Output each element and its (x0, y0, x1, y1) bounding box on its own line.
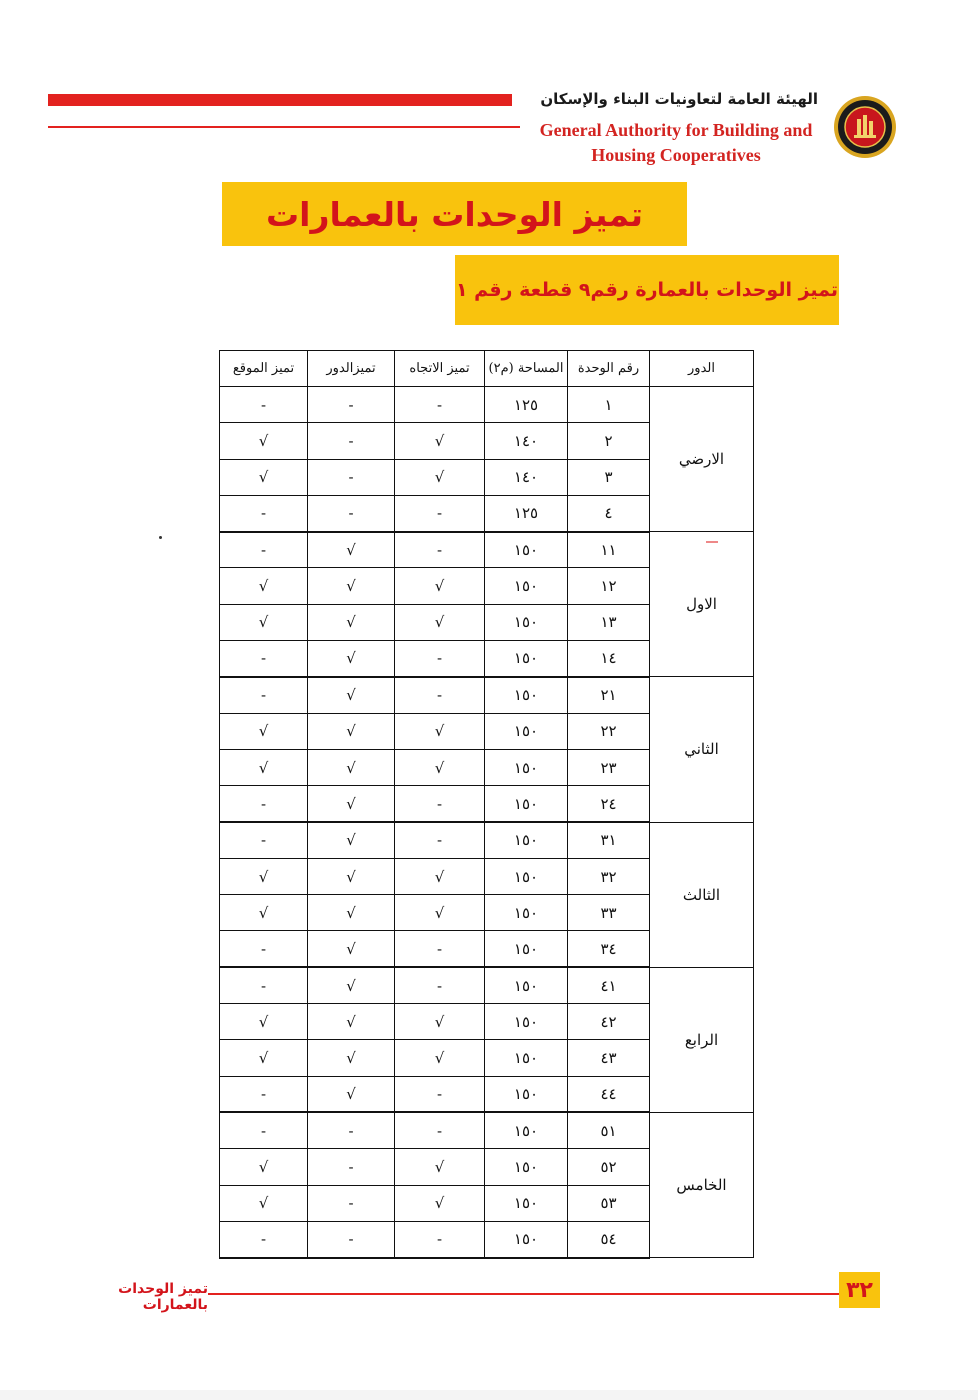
direction-cell: - (395, 1076, 485, 1112)
location-cell: - (220, 677, 308, 713)
unit-cell: ١١ (568, 532, 650, 568)
area-cell: ١٢٥ (485, 387, 568, 423)
level-cell: - (308, 387, 395, 423)
unit-cell: ٣٣ (568, 895, 650, 931)
unit-cell: ٤٣ (568, 1040, 650, 1076)
direction-cell: √ (395, 423, 485, 459)
direction-cell: - (395, 1221, 485, 1257)
table-row (220, 1112, 754, 1148)
direction-cell: - (395, 677, 485, 713)
direction-cell: - (395, 967, 485, 1003)
area-cell: ١٥٠ (485, 967, 568, 1003)
area-cell: ١٥٠ (485, 749, 568, 785)
area-cell: ١٥٠ (485, 1112, 568, 1148)
area-cell: ١٥٠ (485, 677, 568, 713)
level-cell: √ (308, 931, 395, 967)
col-header-location: تميز الموقع (220, 351, 308, 387)
unit-cell: ٥٢ (568, 1149, 650, 1185)
location-cell: √ (220, 1185, 308, 1221)
level-cell: √ (308, 895, 395, 931)
org-name-english (520, 118, 832, 168)
area-cell: ١٥٠ (485, 532, 568, 568)
direction-cell: √ (395, 895, 485, 931)
direction-cell: √ (395, 568, 485, 604)
area-cell: ١٥٠ (485, 1040, 568, 1076)
unit-cell: ٤٢ (568, 1004, 650, 1040)
level-cell: √ (308, 604, 395, 640)
direction-cell: - (395, 532, 485, 568)
unit-cell: ١٢ (568, 568, 650, 604)
unit-cell: ٢٢ (568, 713, 650, 749)
area-cell: ١٥٠ (485, 858, 568, 894)
location-cell: - (220, 931, 308, 967)
col-header-floor: الدور (650, 351, 754, 387)
area-cell: ١٥٠ (485, 895, 568, 931)
direction-cell: - (395, 641, 485, 677)
unit-cell: ٢٤ (568, 786, 650, 822)
level-cell: √ (308, 822, 395, 858)
header-red-bar (48, 94, 512, 106)
location-cell: √ (220, 423, 308, 459)
direction-cell: - (395, 1112, 485, 1148)
table-row (220, 822, 754, 858)
unit-cell: ٣٢ (568, 858, 650, 894)
area-cell: ١٤٠ (485, 423, 568, 459)
unit-cell: ٤ (568, 495, 650, 531)
unit-cell: ٤١ (568, 967, 650, 1003)
location-cell: - (220, 532, 308, 568)
col-header-direction: تميز الاتجاه (395, 351, 485, 387)
floor-cell: الثالث (650, 822, 754, 967)
location-cell: - (220, 967, 308, 1003)
level-cell: √ (308, 786, 395, 822)
direction-cell: √ (395, 1004, 485, 1040)
area-cell: ١٥٠ (485, 1149, 568, 1185)
unit-cell: ١٤ (568, 641, 650, 677)
units-table (219, 350, 754, 1259)
location-cell: - (220, 641, 308, 677)
area-cell: ١٥٠ (485, 1076, 568, 1112)
unit-cell: ٣ (568, 459, 650, 495)
table-row (220, 967, 754, 1003)
level-cell: - (308, 1149, 395, 1185)
level-cell: √ (308, 1076, 395, 1112)
area-cell: ١٥٠ (485, 1221, 568, 1257)
floor-cell: الثاني (650, 677, 754, 822)
level-cell: √ (308, 677, 395, 713)
direction-cell: - (395, 495, 485, 531)
location-cell: √ (220, 895, 308, 931)
location-cell: √ (220, 713, 308, 749)
unit-cell: ٤٤ (568, 1076, 650, 1112)
level-cell: √ (308, 1004, 395, 1040)
footer-title: تميز الوحدات بالعمارات (118, 1281, 208, 1313)
authority-logo-icon (833, 93, 897, 161)
area-cell: ١٥٠ (485, 604, 568, 640)
floor-cell: الارضي (650, 387, 754, 532)
location-cell: √ (220, 604, 308, 640)
area-cell: ١٥٠ (485, 786, 568, 822)
level-cell: √ (308, 641, 395, 677)
direction-cell: - (395, 387, 485, 423)
level-cell: √ (308, 713, 395, 749)
area-cell: ١٢٥ (485, 495, 568, 531)
direction-cell: √ (395, 459, 485, 495)
location-cell: √ (220, 858, 308, 894)
unit-cell: ٢ (568, 423, 650, 459)
page-subtitle: تميز الوحدات بالعمارة رقم٩ قطعة رقم ١ (455, 255, 839, 325)
page-number: ٣٢ (839, 1272, 880, 1308)
table-header-row (220, 351, 754, 387)
unit-cell: ١ (568, 387, 650, 423)
location-cell: - (220, 822, 308, 858)
direction-cell: - (395, 786, 485, 822)
location-cell: √ (220, 459, 308, 495)
stray-mark (159, 536, 162, 539)
area-cell: ١٤٠ (485, 459, 568, 495)
floor-cell: الاول (650, 532, 754, 677)
direction-cell: √ (395, 1185, 485, 1221)
location-cell: √ (220, 749, 308, 785)
direction-cell: √ (395, 749, 485, 785)
level-cell: √ (308, 532, 395, 568)
location-cell: - (220, 495, 308, 531)
table-row (220, 387, 754, 423)
table-row (220, 532, 754, 568)
location-cell: - (220, 387, 308, 423)
direction-cell: - (395, 822, 485, 858)
level-cell: - (308, 423, 395, 459)
level-cell: √ (308, 967, 395, 1003)
level-cell: √ (308, 749, 395, 785)
col-header-level: تميزالدور (308, 351, 395, 387)
units-table-body (220, 387, 754, 1258)
area-cell: ١٥٠ (485, 641, 568, 677)
level-cell: √ (308, 858, 395, 894)
area-cell: ١٥٠ (485, 568, 568, 604)
floor-cell: الخامس (650, 1112, 754, 1257)
direction-cell: √ (395, 1040, 485, 1076)
unit-cell: ٢١ (568, 677, 650, 713)
col-header-area: المساحة (م٢) (485, 351, 568, 387)
header-red-rule (48, 126, 520, 128)
org-name-english-line2: Housing Cooperatives (591, 145, 761, 165)
location-cell: √ (220, 1040, 308, 1076)
direction-cell: - (395, 931, 485, 967)
page-title: تميز الوحدات بالعمارات (222, 182, 687, 246)
unit-cell: ٢٣ (568, 749, 650, 785)
direction-cell: √ (395, 604, 485, 640)
org-name-english-line1: General Authority for Building and (539, 120, 813, 140)
level-cell: √ (308, 568, 395, 604)
unit-cell: ٥٣ (568, 1185, 650, 1221)
area-cell: ١٥٠ (485, 1185, 568, 1221)
location-cell: - (220, 1076, 308, 1112)
level-cell: - (308, 495, 395, 531)
location-cell: - (220, 1112, 308, 1148)
unit-cell: ٥٤ (568, 1221, 650, 1257)
footer-red-rule (208, 1293, 840, 1295)
location-cell: - (220, 786, 308, 822)
location-cell: √ (220, 1004, 308, 1040)
unit-cell: ٣١ (568, 822, 650, 858)
direction-cell: √ (395, 858, 485, 894)
floor-cell: الرابع (650, 967, 754, 1112)
level-cell: - (308, 1112, 395, 1148)
table-row (220, 677, 754, 713)
col-header-unit: رقم الوحدة (568, 351, 650, 387)
direction-cell: √ (395, 713, 485, 749)
area-cell: ١٥٠ (485, 822, 568, 858)
unit-cell: ٣٤ (568, 931, 650, 967)
level-cell: - (308, 1185, 395, 1221)
unit-cell: ١٣ (568, 604, 650, 640)
area-cell: ١٥٠ (485, 713, 568, 749)
area-cell: ١٥٠ (485, 1004, 568, 1040)
area-cell: ١٥٠ (485, 931, 568, 967)
direction-cell: √ (395, 1149, 485, 1185)
unit-cell: ٥١ (568, 1112, 650, 1148)
location-cell: - (220, 1221, 308, 1257)
level-cell: - (308, 459, 395, 495)
level-cell: √ (308, 1040, 395, 1076)
location-cell: √ (220, 568, 308, 604)
org-name-arabic: الهيئة العامة لتعاونيات البناء والإسكان (540, 90, 818, 108)
location-cell: √ (220, 1149, 308, 1185)
level-cell: - (308, 1221, 395, 1257)
